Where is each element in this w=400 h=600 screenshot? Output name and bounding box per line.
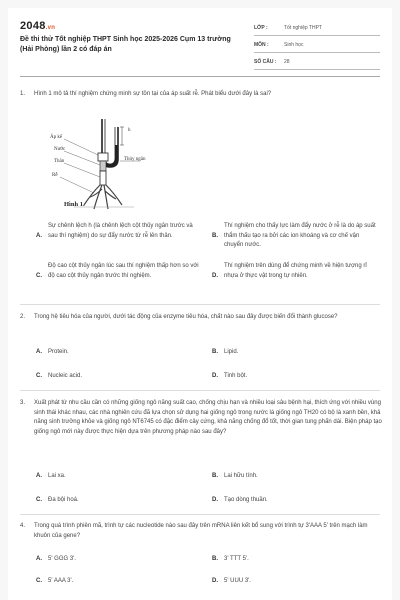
site-logo[interactable] <box>20 20 55 32</box>
label-root: Rễ <box>52 173 58 178</box>
option-2d[interactable] <box>212 372 380 382</box>
option-text: 3' TTT 5'. <box>224 556 249 562</box>
figure-root-pressure <box>44 115 164 211</box>
option-letter: A. <box>36 233 42 239</box>
option-4a[interactable] <box>36 555 204 565</box>
option-text: 5' GGG 3'. <box>48 556 76 562</box>
option-2a[interactable] <box>36 348 204 358</box>
meta-value: 28 <box>284 59 290 65</box>
option-letter: D. <box>212 497 218 503</box>
option-1c[interactable] <box>36 262 204 281</box>
question-1 <box>20 90 382 100</box>
question-4 <box>20 522 382 541</box>
option-letter: A. <box>36 556 42 562</box>
option-4b[interactable] <box>212 555 380 565</box>
option-3c[interactable] <box>36 496 204 506</box>
question-number: 3. <box>20 400 26 406</box>
question-divider <box>20 304 380 305</box>
exam-page <box>8 8 392 600</box>
option-text: Lipid. <box>224 349 239 355</box>
question-divider <box>20 514 380 515</box>
option-text: Thí nghiệm trên dùng để chứng minh về hiện tượng rỉ nhựa ở thực vật trong tự nhiên. <box>224 263 367 279</box>
option-text: Độ cao cột thủy ngân lúc sau thí nghiệm thấp hơn so với độ cao cột thủy ngân trước thí nghiệm. <box>48 263 199 279</box>
option-text: 5' UUU 3'. <box>224 578 251 584</box>
option-letter: D. <box>212 273 218 279</box>
option-letter: B. <box>212 349 218 355</box>
label-mercury: Thủy ngân <box>124 157 146 162</box>
meta-row-subject <box>254 38 380 53</box>
option-4d[interactable] <box>212 577 380 587</box>
meta-row-count <box>254 55 380 70</box>
option-text: Sự chênh lệch h (là chênh lệch cột thủy ngân trước và sau thí nghiệm) do sự đẩy nước từ rễ lên thân. <box>48 223 193 239</box>
option-3a[interactable] <box>36 472 204 482</box>
question-2 <box>20 313 382 323</box>
option-3d[interactable] <box>212 496 380 506</box>
exam-title: Đề thi thử Tốt nghiệp THPT Sinh học 2025-2026 Cụm 13 trường (Hải Phòng) lần 2 có đáp án <box>20 36 231 53</box>
option-text: 5' AAA 3'. <box>48 578 74 584</box>
meta-row-class <box>254 21 380 36</box>
option-1b[interactable] <box>212 222 380 251</box>
question-text: Xuất phát từ nhu cầu cần có những giống ngô năng suất cao, chống chịu hạn và nhiều loại sâu bệnh hại, thích ứng với nhiều vùng sinh thái khác nhau, các nhà nghiên cứu đã lựa chọn sử dụng hai giống ngô trong nước là giống ngô TH20 có bộ lá xanh bền, khả năng sinh trưởng khỏe và giống ngô NT6745 có đặc điểm cây cứng, khả năng chống đổ tốt, thời gian tung phấn dài. Biện pháp tạo giống ngô mới này được thực hiện dựa trên phương pháp nào sau đây? <box>34 400 382 435</box>
option-letter: C. <box>36 578 42 584</box>
question-3 <box>20 399 382 437</box>
question-number: 2. <box>20 314 26 320</box>
logo-suffix: .vn <box>45 25 56 31</box>
meta-key: SỐ CÂU : <box>254 59 277 65</box>
question-divider <box>20 390 380 391</box>
option-letter: B. <box>212 556 218 562</box>
option-2b[interactable] <box>212 348 380 358</box>
meta-key: MÔN : <box>254 42 269 48</box>
option-letter: B. <box>212 233 218 239</box>
option-letter: A. <box>36 473 42 479</box>
option-letter: D. <box>212 578 218 584</box>
label-h: h <box>128 128 131 133</box>
label-water: Nước <box>54 147 66 152</box>
meta-value: Tốt nghiệp THPT <box>284 25 322 31</box>
option-text: Lai hữu tính. <box>224 473 258 479</box>
question-text: Trong hệ tiêu hóa của người, dưới tác động của enzyme tiêu hóa, chất nào sau đây được biến đổi thành glucose? <box>34 314 338 320</box>
option-letter: C. <box>36 497 42 503</box>
meta-key: LỚP : <box>254 25 268 31</box>
option-3b[interactable] <box>212 472 380 482</box>
option-text: Thí nghiệm cho thấy lực làm đẩy nước ở rễ là do áp suất thẩm thấu tạo ra bởi các ion khoáng và cơ chế vận chuyển nước. <box>224 223 376 248</box>
option-text: Tinh bột. <box>224 373 248 379</box>
option-text: Protein. <box>48 349 69 355</box>
label-manometer: Áp kế <box>50 135 63 140</box>
option-text: Nucleic acid. <box>48 373 83 379</box>
option-letter: C. <box>36 373 42 379</box>
option-text: Đa bội hoá. <box>48 497 79 503</box>
question-text: Hình 1 mô tả thí nghiệm chứng minh sự tồn tại của áp suất rễ. Phát biểu dưới đây là sai? <box>34 91 272 97</box>
label-stem: Thân <box>54 159 65 164</box>
option-1d[interactable] <box>212 262 380 281</box>
option-2c[interactable] <box>36 372 204 382</box>
option-text: Lai xa. <box>48 473 66 479</box>
option-4c[interactable] <box>36 577 204 587</box>
option-letter: C. <box>36 273 42 279</box>
figure-caption: Hình 1. <box>64 201 85 208</box>
option-text: Tạo dòng thuần. <box>224 497 268 503</box>
logo-text: 2048 <box>20 20 46 32</box>
meta-value: Sinh học <box>284 42 304 48</box>
option-letter: A. <box>36 349 42 355</box>
option-letter: D. <box>212 373 218 379</box>
exam-meta <box>254 21 380 72</box>
question-text: Trong quá trình phiên mã, trình tự các nucleotide nào sau đây trên mRNA liên kết bổ sung với trình tự 3'AAA 5' trên mạch làm khuôn của gene? <box>34 523 368 539</box>
question-number: 1. <box>20 91 26 97</box>
question-number: 4. <box>20 523 26 529</box>
option-letter: B. <box>212 473 218 479</box>
header-divider <box>20 76 380 77</box>
option-1a[interactable] <box>36 222 204 241</box>
